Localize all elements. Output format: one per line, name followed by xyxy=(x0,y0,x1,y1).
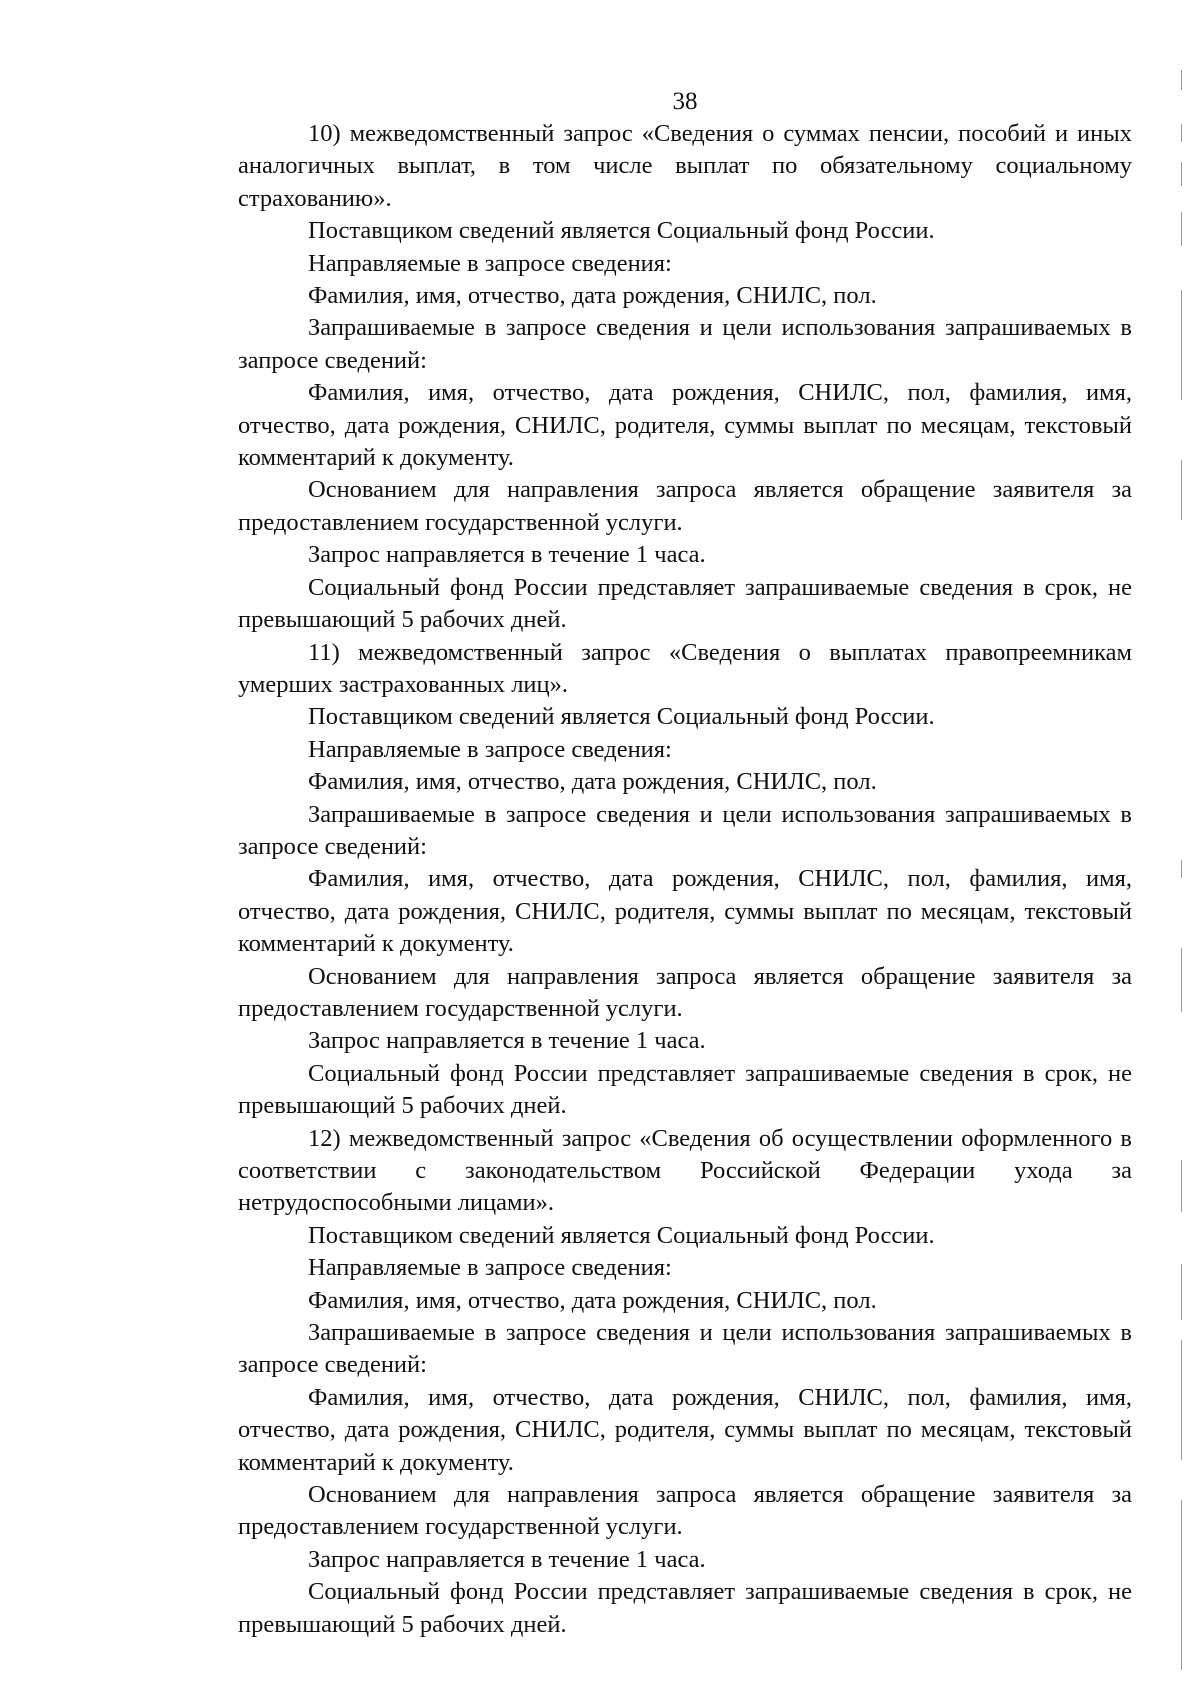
paragraph-17: Запрос направляется в течение 1 часа. xyxy=(308,1027,706,1055)
paragraph-22: Фамилия, имя, отчество, дата рождения, СНИЛС, пол. xyxy=(308,1286,877,1314)
paragraph-15: Фамилия, имя, отчество, дата рождения, СНИЛС, пол, фамилия, имя, отчество, дата рождения, СНИЛС, родителя, суммы выплат по месяцам, текстовый комментарий к документу. xyxy=(238,865,1132,958)
scan-edge-mark xyxy=(1181,212,1182,246)
paragraph-3: Направляемые в запросе сведения: xyxy=(308,249,672,277)
paragraph-18: Социальный фонд России представляет запрашиваемые сведения в срок, не превышающий 5 рабочих дней. xyxy=(238,1059,1132,1120)
scan-edge-mark xyxy=(1181,162,1182,186)
scan-edge-mark xyxy=(1181,124,1182,142)
paragraph-14: Запрашиваемые в запросе сведения и цели использования запрашиваемых в запросе сведений: xyxy=(238,800,1132,860)
scan-edge-mark xyxy=(1181,860,1182,878)
paragraph-2: Поставщиком сведений является Социальный фонд России. xyxy=(308,217,935,245)
paragraph-27: Социальный фонд России представляет запрашиваемые сведения в срок, не превышающий 5 рабочих дней. xyxy=(238,1578,1132,1638)
scan-edge-mark xyxy=(1181,1264,1182,1320)
paragraph-1: 10) межведомственный запрос «Сведения о суммах пенсии, пособий и иных аналогичных выплат, в том числе выплат по обязательному социальному страхованию». xyxy=(238,120,1132,212)
paragraph-10: 11) межведомственный запрос «Сведения о выплатах правопреемникам умерших застрахованных лиц». xyxy=(238,638,1132,698)
paragraph-4: Фамилия, имя, отчество, дата рождения, СНИЛС, пол. xyxy=(308,282,877,310)
paragraph-16: Основанием для направления запроса является обращение заявителя за предоставлением государственной услуги. xyxy=(238,962,1132,1022)
paragraph-5: Запрашиваемые в запросе сведения и цели использования запрашиваемых в запросе сведений: xyxy=(238,314,1132,374)
paragraph-6: Фамилия, имя, отчество, дата рождения, СНИЛС, пол, фамилия, имя, отчество, дата рождения, СНИЛС, родителя, суммы выплат по месяцам, текстовый комментарий к документу. xyxy=(238,379,1132,472)
scan-edge-mark xyxy=(1181,1340,1182,1460)
paragraph-8: Запрос направляется в течение 1 часа. xyxy=(308,541,706,569)
paragraph-19: 12) межведомственный запрос «Сведения об осуществлении оформленного в соответствии с законодательством Российской Федерации ухода за нетрудоспособными лицами». xyxy=(238,1124,1132,1217)
paragraph-12: Направляемые в запросе сведения: xyxy=(308,735,672,763)
scan-edge-mark xyxy=(1181,460,1182,520)
paragraph-23: Запрашиваемые в запросе сведения и цели использования запрашиваемых в запросе сведений: xyxy=(238,1319,1132,1379)
scan-edge-mark xyxy=(1181,290,1182,400)
paragraph-7: Основанием для направления запроса является обращение заявителя за предоставлением государственной услуги. xyxy=(238,476,1132,536)
paragraph-20: Поставщиком сведений является Социальный фонд России. xyxy=(308,1221,935,1249)
paragraph-9: Социальный фонд России представляет запрашиваемые сведения в срок, не превышающий 5 рабочих дней. xyxy=(238,573,1132,634)
paragraph-26: Запрос направляется в течение 1 часа. xyxy=(308,1545,706,1573)
scan-edge-mark xyxy=(1181,70,1182,90)
document-body xyxy=(238,118,1132,1641)
paragraph-13: Фамилия, имя, отчество, дата рождения, СНИЛС, пол. xyxy=(308,768,877,796)
page-number: 38 xyxy=(672,88,698,115)
paragraph-11: Поставщиком сведений является Социальный фонд России. xyxy=(308,703,935,731)
paragraph-25: Основанием для направления запроса является обращение заявителя за предоставлением государственной услуги. xyxy=(238,1481,1132,1541)
scan-edge-mark xyxy=(1181,1160,1182,1212)
paragraph-24: Фамилия, имя, отчество, дата рождения, СНИЛС, пол, фамилия, имя, отчество, дата рождения, СНИЛС, родителя, суммы выплат по месяцам, текстовый комментарий к документу. xyxy=(238,1383,1132,1476)
scan-edge-mark xyxy=(1181,948,1182,1012)
scan-edge-mark xyxy=(1181,1500,1182,1670)
paragraph-21: Направляемые в запросе сведения: xyxy=(308,1254,672,1282)
